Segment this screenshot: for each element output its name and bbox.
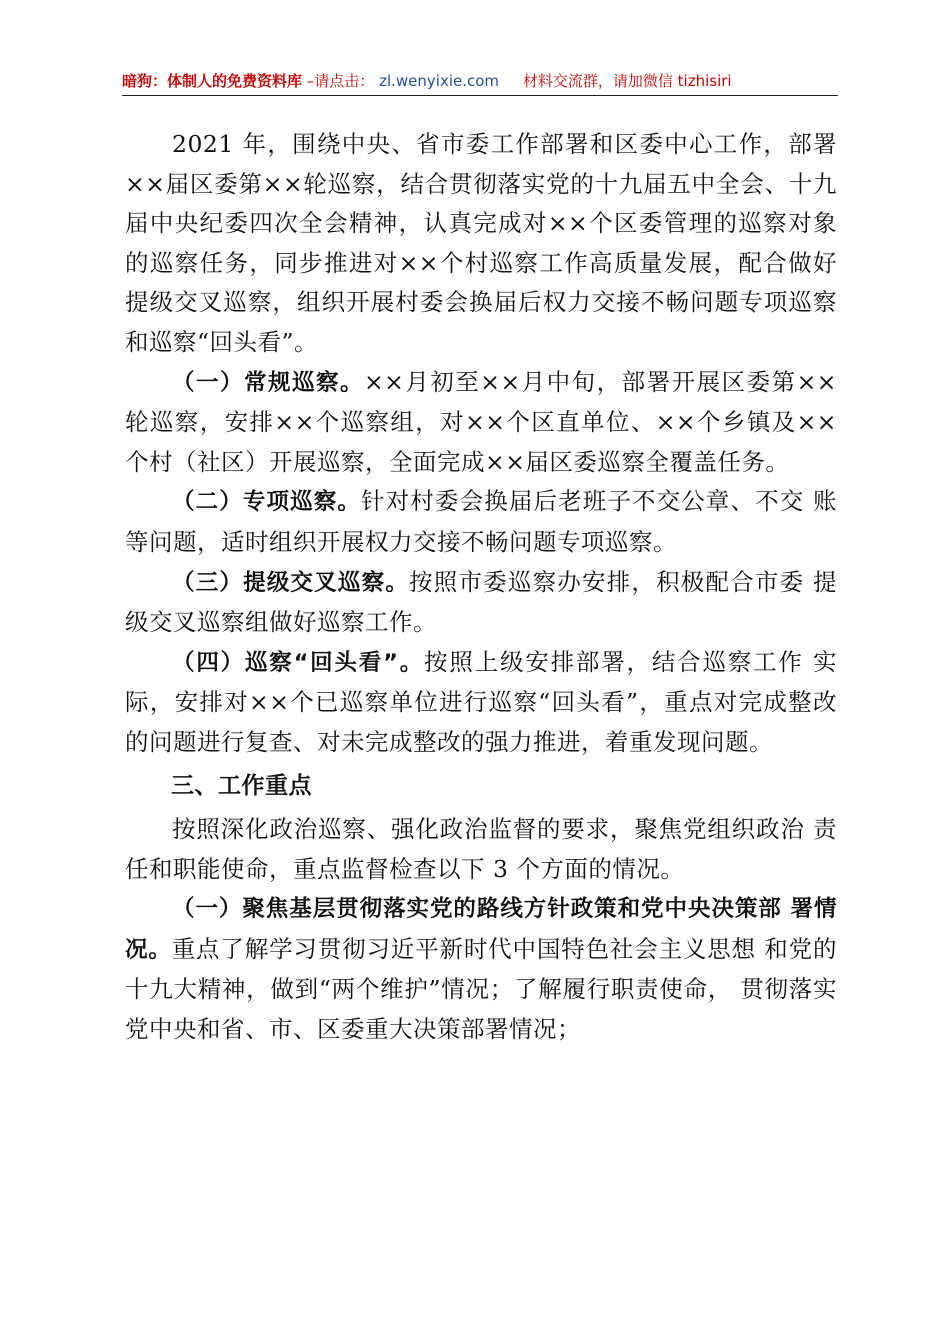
page-header	[122, 70, 838, 92]
site-label: 暗狗：体制人的免费资料库	[122, 72, 303, 90]
header-divider	[122, 95, 838, 96]
click-prompt: –请点击：	[306, 72, 375, 90]
document-body	[125, 125, 837, 1050]
item-title: （一）常规巡察。	[172, 369, 364, 396]
site-link[interactable]: zl.wenyixie.com	[379, 72, 500, 90]
item-text: 按照市委巡察办安排，积极配合市委 提级交叉巡察组做好巡察工作。	[125, 567, 837, 637]
item-title: （四）巡察“回头看”。	[172, 649, 425, 676]
item-text: 按照上级安排部署，结合巡察工作 实际，安排对××个已巡察单位进行巡察“回头看”，重点对完成整改的问题进行复查、对未完成整改的强力推进，着重发现问题。	[125, 647, 837, 756]
item-title: （二）专项巡察。	[172, 489, 362, 516]
section-heading: 三、工作重点	[171, 772, 312, 799]
contact-info: 材料交流群，请加微信 tizhisiri	[522, 72, 732, 90]
item-title: （一）聚焦基层贯彻落实党的路线方针政策和党中央决策部 署情况。	[125, 896, 837, 963]
item-text: 针对村委会换届后老班子不交公章、不交 账等问题，适时组织开展权力交接不畅问题专项巡察。	[125, 487, 837, 556]
item-special-inspection	[125, 482, 837, 562]
item-cross-inspection	[125, 563, 837, 643]
item-regular-inspection	[125, 363, 837, 483]
intro-paragraph: 2021 年，围绕中央、省市委工作部署和区委中心工作，部署××届区委第××轮巡察，结合贯彻落实党的十九届五中全会、十九届中央纪委四次全会精神，认真完成对××个区委管理的巡察对象的巡察任务，同步推进对××个村巡察工作高质量发展，配合做好提级交叉巡察，组织开展村委会换届后权力交接不畅问题专项巡察和巡察“回头看”。	[125, 130, 837, 356]
focus-item	[125, 889, 837, 1049]
item-lookback-inspection	[125, 643, 837, 763]
item-text: 重点了解学习贯彻习近平新时代中国特色社会主义思想 和党的十九大精神，做到“两个维护”情况；了解履行职责使命， 贯彻落实党中央和省、市、区委重大决策部署情况；	[125, 934, 837, 1044]
section-intro-paragraph: 按照深化政治巡察、强化政治监督的要求，聚焦党组织政治 责任和职能使命，重点监督检查以下 3 个方面的情况。	[125, 815, 837, 883]
item-title: （三）提级交叉巡察。	[172, 569, 410, 596]
item-text: ××月初至××月中旬，部署开展区委第××轮巡察，安排××个巡察组，对××个区直单位、××个乡镇及××个村（社区）开展巡察，全面完成××届区委巡察全覆盖任务。	[125, 367, 837, 476]
